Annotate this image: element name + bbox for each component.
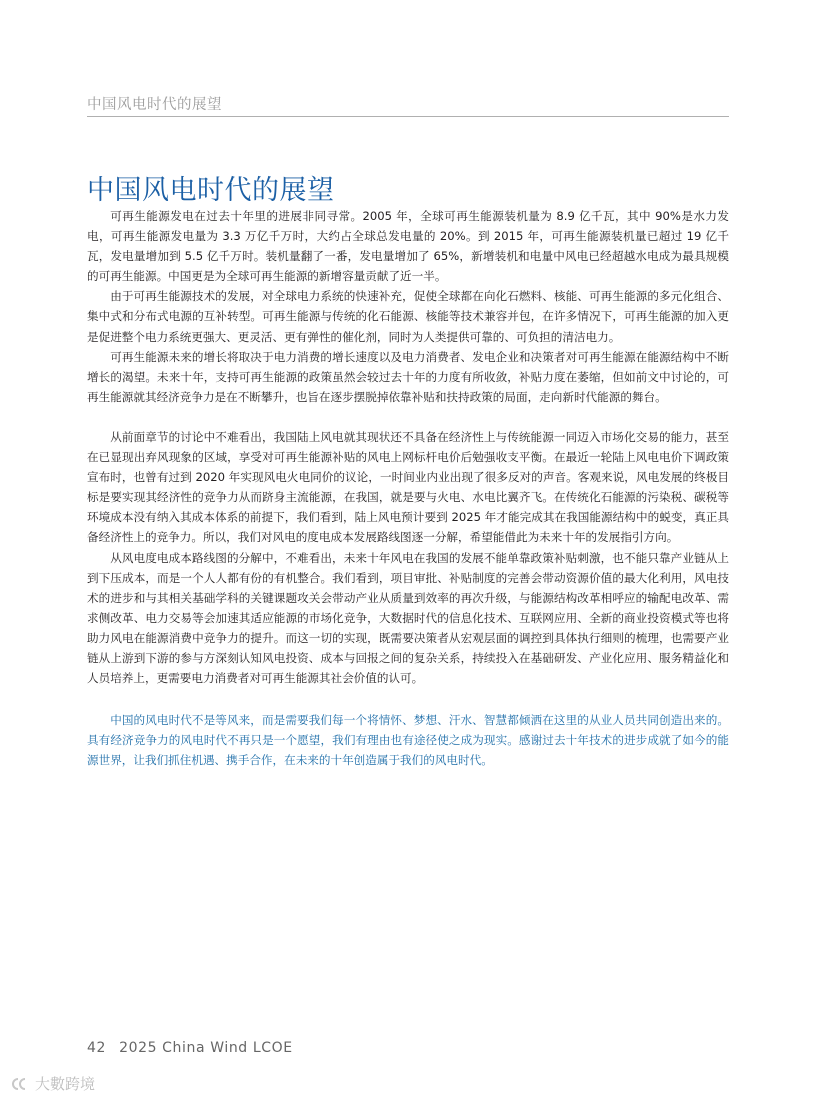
watermark-logo-icon (10, 1076, 32, 1092)
watermark-text: 大數跨境 (35, 1075, 96, 1093)
body-paragraph: 从风电度电成本路线图的分解中，不难看出，未来十年风电在我国的发展不能单靠政策补贴刺激，也不能只靠产业链从上到下压成本，而是一个人人都有份的有机整合。我们看到，项目审批、补贴制度的完善会带动资源价值的最大化利用，风电技术的进步和与其相关基础学科的关键课题攻关会带动产业从质量到效率的再次升级，与能源结构改革相呼应的输配电改革、需求侧改革、电力交易等会加速其适应能源的市场化竞争，大数据时代的信息化技术、互联网应用、全新的商业投资模式等也将助力风电在能源消费中竞争力的提升。而这一切的实现，既需要决策者从宏观层面的调控到具体执行细则的梳理，也需要产业链从上游到下游的参与方深刻认知风电投资、成本与回报之间的复杂关系，持续投入在基础研发、产业化应用、服务精益化和人员培养上，更需要电力消费者对可再生能源其社会价值的认可。 (87, 550, 729, 686)
page-title: 中国风电时代的展望 (87, 175, 335, 206)
closing-paragraph: 中国的风电时代不是等风来，而是需要我们每一个将情怀、梦想、汗水、智慧都倾洒在这里的从业人员共同创造出来的。具有经济竞争力的风电时代不再只是一个愿望，我们有理由也有途径使之成为现实。感谢过去十年技术的进步成就了如今的能源世界，让我们抓住机遇、携手合作，在未来的十年创造属于我们的风电时代。 (87, 713, 729, 768)
report-name: 2025 China Wind LCOE (119, 1040, 293, 1056)
body-paragraph: 可再生能源未来的增长将取决于电力消费的增长速度以及电力消费者、发电企业和决策者对可再生能源在能源结构中不断增长的渴望。未来十年，支持可再生能源的政策虽然会较过去十年的力度有所收敛，补贴力度在萎缩，但如前文中讨论的，可再生能源就其经济竞争力是在不断攀升，也旨在逐步摆脱掉依靠补贴和扶持政策的局面，走向新时代能源的舞台。 (87, 349, 729, 404)
running-header: 中国风电时代的展望 (87, 97, 222, 113)
body-paragraph: 由于可再生能源技术的发展，对全球电力系统的快速补充，促使全球都在向化石燃料、核能、可再生能源的多元化组合、集中式和分布式电源的互补转型。可再生能源与传统的化石能源、核能等技术兼容并包，在许多情况下，可再生能源的加入更是促进整个电力系统更强大、更灵活、更有弹性的催化剂，同时为人类提供可靠的、可负担的清洁电力。 (87, 289, 729, 344)
article-body (87, 206, 729, 770)
body-paragraph: 可再生能源发电在过去十年里的进展非同寻常。2005 年，全球可再生能源装机量为 8.9 亿千瓦，其中 90%是水力发电，可再生能源发电量为 3.3 万亿千万时，大约占全球总发电量的 20%。到 2015 年，可再生能源装机量已超过 19 亿千瓦，发电量增加到 5.5 亿千万时。装机量翻了一番，发电量增加了 65%，新增装机和电量中风电已经超越水电成为最具规模的可再生能源。中国更是为全球可再生能源的新增容量贡献了近一半。 (87, 209, 729, 284)
page-footer (87, 1040, 293, 1056)
header-divider (87, 116, 729, 117)
watermark (10, 1073, 95, 1094)
body-paragraph: 从前面章节的讨论中不难看出，我国陆上风电就其现状还不具备在经济性上与传统能源一同迈入市场化交易的能力，甚至在已显现出弃风现象的区域，享受对可再生能源补贴的风电上网标杆电价后勉强收支平衡。在最近一轮陆上风电电价下调政策宣布时，也曾有过到 2020 年实现风电火电同价的议论，一时间业内业出现了很多反对的声音。客观来说，风电发展的终极目标是要实现其经济性的竞争力从而跻身主流能源，在我国，就是要与火电、水电比翼齐飞。在传统化石能源的污染税、碳税等环境成本没有纳入其成本体系的前提下，我们看到，陆上风电预计要到 2025 年才能完成其在我国能源结构中的蜕变，真正具备经济性上的竞争力。所以，我们对风电的度电成本发展路线图逐一分解，希望能借此为未来十年的发展指引方向。 (87, 429, 729, 545)
page-number: 42 (87, 1040, 107, 1056)
